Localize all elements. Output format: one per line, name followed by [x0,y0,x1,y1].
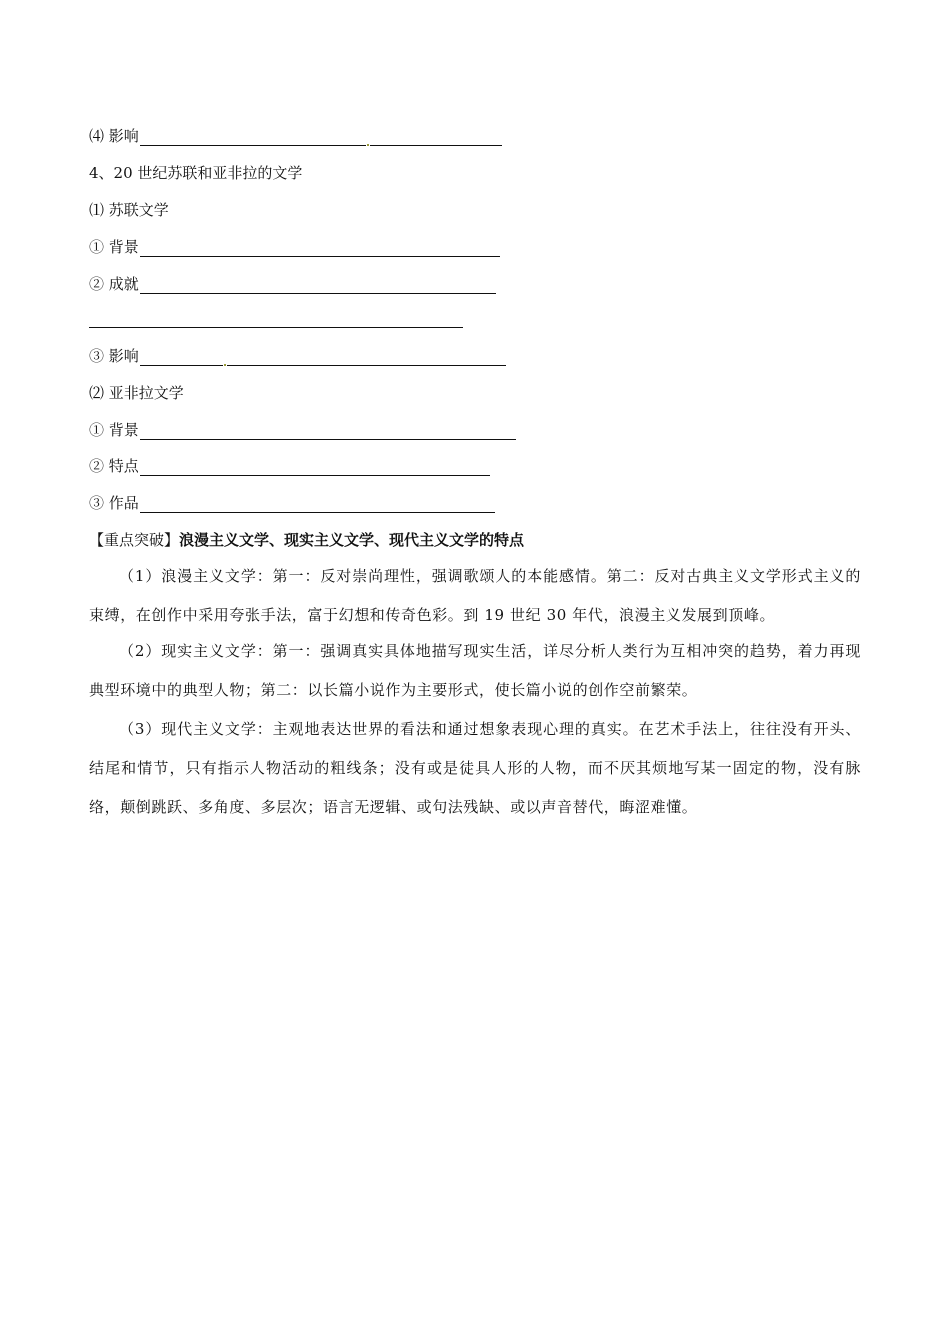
soviet-background [89,237,500,257]
key-point-label: 【重点突破】 [89,531,180,549]
outline-label: ② 特点 [89,457,139,475]
key-point-heading [89,530,524,550]
subsection-afro [89,383,184,403]
key-point-title: 浪漫主义文学、现实主义文学、现代主义文学的特点 [179,531,525,549]
fill-blank [140,351,223,366]
subsection-soviet-text: ⑴ 苏联文学 [89,201,169,219]
outline-label: ③ 影响 [89,347,139,365]
outline-label: ② 成就 [89,275,139,293]
paragraph-realism: （2）现实主义文学：第一：强调真实具体地描写现实生活，详尽分析人类行为互相冲突的趋势，着力再现典型环境中的典型人物；第二：以长篇小说作为主要形式，使长篇小说的创作空前繁荣。 [89,642,861,699]
fill-blank [140,242,500,257]
outline-label: ① 背景 [89,421,139,439]
outline-label: ① 背景 [89,238,139,256]
fill-blank-line [89,327,463,328]
fill-blank [227,351,506,366]
dot-mark [224,364,226,366]
paragraph-modernism: （3）现代主义文学：主观地表达世界的看法和通过想象表现心理的真实。在艺术手法上，往往没有开头、结尾和情节，只有指示人物活动的粗线条；没有或是徒具人形的人物，而不厌其烦地写某一固定的物，没有脉络，颠倒跳跃、多角度、多层次；语言无逻辑、或句法残缺、或以声音替代，晦涩难懂。 [89,720,861,816]
subsection-afro-text: ⑵ 亚非拉文学 [89,384,184,402]
fill-blank [140,498,495,513]
dot-mark [367,144,369,146]
fill-blank [140,461,490,476]
afro-background [89,420,516,440]
fill-blank [140,131,366,146]
afro-features [89,456,490,476]
section-title [89,163,302,183]
afro-works [89,493,495,513]
soviet-achievement [89,274,496,294]
fill-blank [140,425,516,440]
outline-label: ③ 作品 [89,494,139,512]
fill-blank [140,279,496,294]
section-title-text: 4、20 世纪苏联和亚非拉的文学 [89,164,303,182]
outline-item-influence [89,126,502,146]
soviet-influence [89,346,506,366]
subsection-soviet [89,200,169,220]
fill-blank [370,131,502,146]
outline-label: ⑷ 影响 [89,127,139,145]
paragraph-romanticism: （1）浪漫主义文学：第一：反对崇尚理性，强调歌颂人的本能感情。第二：反对古典主义文学形式主义的束缚，在创作中采用夸张手法，富于幻想和传奇色彩。到 19 世纪 30 年代，浪漫主义发展到顶峰。 [89,567,861,624]
